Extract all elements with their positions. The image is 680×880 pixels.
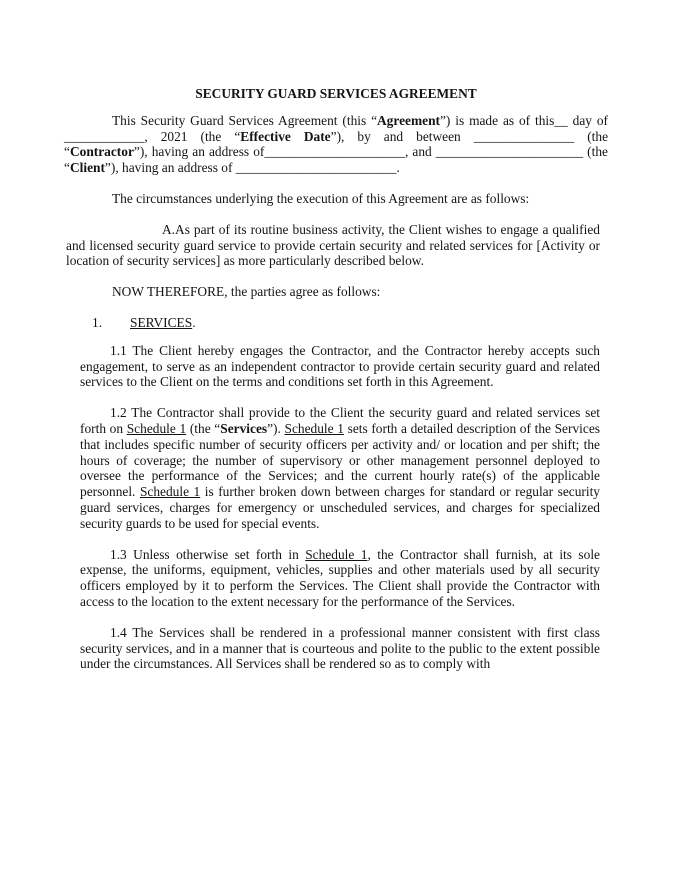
clause-1-3-paragraph: 1.3 Unless otherwise set forth in Schedule 1, the Contractor shall furnish, at its sole expense, the uniforms, equipment, vehicles, supplies and other materials used by all security officers employed by it to perform the Services. The Client shall provide the Contractor with access to the location to the extent necessary for the performance of the Services. xyxy=(80,546,600,609)
section-1-title: SERVICES xyxy=(130,314,193,330)
clause-1-1-paragraph: 1.1 The Client hereby engages the Contractor, and the Contractor hereby accepts such engagement, to serve as an independent contractor to provide certain security guard and related services to the Client on the terms and conditions set forth in this Agreement. xyxy=(80,342,600,390)
document-title: SECURITY GUARD SERVICES AGREEMENT xyxy=(195,86,477,101)
section-1-number: 1. xyxy=(92,314,103,330)
clause-1-4-paragraph: 1.4 The Services shall be rendered in a professional manner consistent with first class security services, and in a manner that is courteous and polite to the public to the extent possible under the circumstances. All Services shall be rendered so as to comply with xyxy=(80,624,600,672)
recital-a-paragraph: A.As part of its routine business activity, the Client wishes to engage a qualified and licensed security guard service to provide certain security and related services for [Activity or location of security services] as more particularly described below. xyxy=(66,221,600,269)
clause-1-2-paragraph: 1.2 The Contractor shall provide to the Client the security guard and related services set forth on Schedule 1 (the “Services”). Schedule 1 sets forth a detailed description of the Services that includes specific number of security officers per activity and/ or location and per shift; the hours of coverage; the number of supervisory or other management personnel deployed to oversee the performance of the Services; and the current hourly rate(s) of the applicable personnel. Schedule 1 is further broken down between charges for standard or regular security guard services, charges for emergency or unscheduled services, and charges for specialized security guards to be used for special events. xyxy=(80,405,600,531)
circumstances-paragraph: The circumstances underlying the execution of this Agreement are as follows: xyxy=(112,190,530,206)
now-therefore-paragraph: NOW THEREFORE, the parties agree as follows: xyxy=(112,284,381,300)
section-1-period: . xyxy=(192,314,196,330)
intro-paragraph: This Security Guard Services Agreement (this “Agreement”) is made as of this__ day of ____________, 2021 (the “Effective Date”), by and between _______________ (the “Contractor”), having an address of_____________________, and ______________________ (the “Client”), having an address of ________________________. xyxy=(64,112,609,176)
section-1-heading xyxy=(92,315,608,331)
